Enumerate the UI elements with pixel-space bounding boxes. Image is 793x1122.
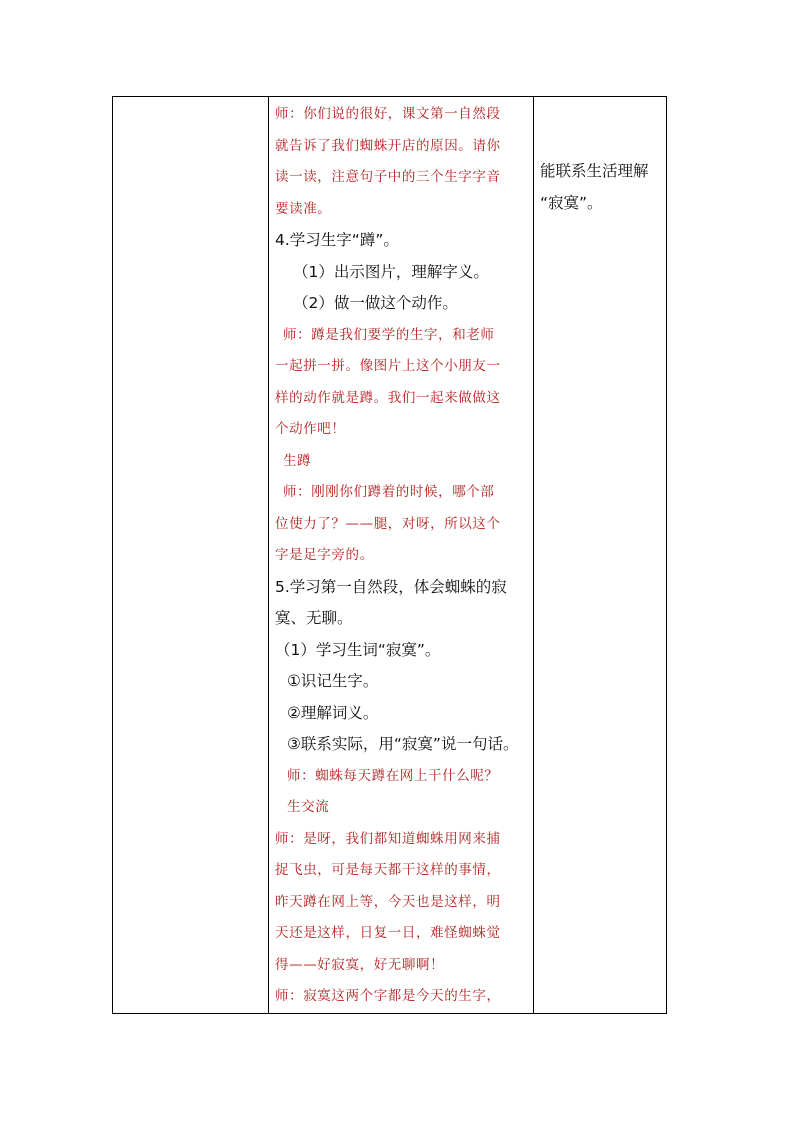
teacher-line: 位使力了？——腿，对呀，所以这个	[275, 515, 501, 532]
teacher-line: 捉飞虫，可是每天都干这样的事情，	[275, 862, 501, 878]
design-intent-cell	[534, 97, 667, 1014]
teacher-line: 师：蜘蛛每天蹲在网上干什么呢？	[287, 767, 499, 784]
intent-line: 能联系生活理解	[540, 162, 649, 180]
teaching-process-cell	[269, 97, 534, 1014]
sub-step: ②理解词义。	[287, 703, 379, 722]
teacher-line: 师：蹲是我们要学的生字，和老师	[283, 326, 495, 343]
sub-step: ①识记生字。	[287, 672, 379, 690]
teacher-line: 得——好寂寞，好无聊啊！	[275, 956, 445, 973]
step-heading: 4.学习生字“蹲”。	[275, 231, 399, 249]
teacher-line: 天还是这样，日复一日，难怪蜘蛛觉	[275, 925, 501, 941]
teacher-line: 昨天蹲在网上等，今天也是这样，明	[275, 893, 501, 910]
lesson-plan-table	[112, 96, 667, 1014]
teacher-line: 一起拼一拼。像图片上这个小朋友一	[275, 358, 501, 374]
step-heading: 寞、无聊。	[275, 609, 353, 627]
sub-step: （1）学习生词“寂寞”。	[275, 640, 441, 659]
left-empty-cell	[113, 97, 269, 1014]
sub-step: ③联系实际，用“寂寞”说一句话。	[287, 735, 519, 753]
teacher-line: 字是足字旁的。	[275, 547, 374, 563]
student-line: 生交流	[287, 799, 330, 815]
teacher-line: 师：是呀，我们都知道蜘蛛用网来捕	[275, 830, 501, 847]
teacher-line: 要读准。	[275, 200, 332, 217]
sub-step: （2）做一做这个动作。	[293, 294, 458, 312]
teacher-line: 就告诉了我们蜘蛛开店的原因。请你	[275, 137, 501, 154]
student-line: 生蹲	[283, 452, 312, 469]
intent-line: “寂寞”。	[540, 194, 603, 212]
table-row	[113, 97, 667, 1014]
teacher-line: 样的动作就是蹲。我们一起来做做这	[275, 389, 501, 406]
sub-step: （1）出示图片，理解字义。	[293, 262, 489, 281]
step-heading: 5.学习第一自然段，体会蜘蛛的寂	[275, 577, 507, 596]
teacher-line: 师：寂寞这两个字都是今天的生字，	[275, 988, 501, 1004]
teacher-line: 个动作吧！	[275, 421, 346, 437]
teacher-line: 师：你们说的很好，课文第一自然段	[275, 106, 501, 122]
teacher-line: 读一读，注意句子中的三个生字字音	[275, 169, 501, 185]
teacher-line: 师：刚刚你们蹲着的时候，哪个部	[283, 484, 495, 500]
